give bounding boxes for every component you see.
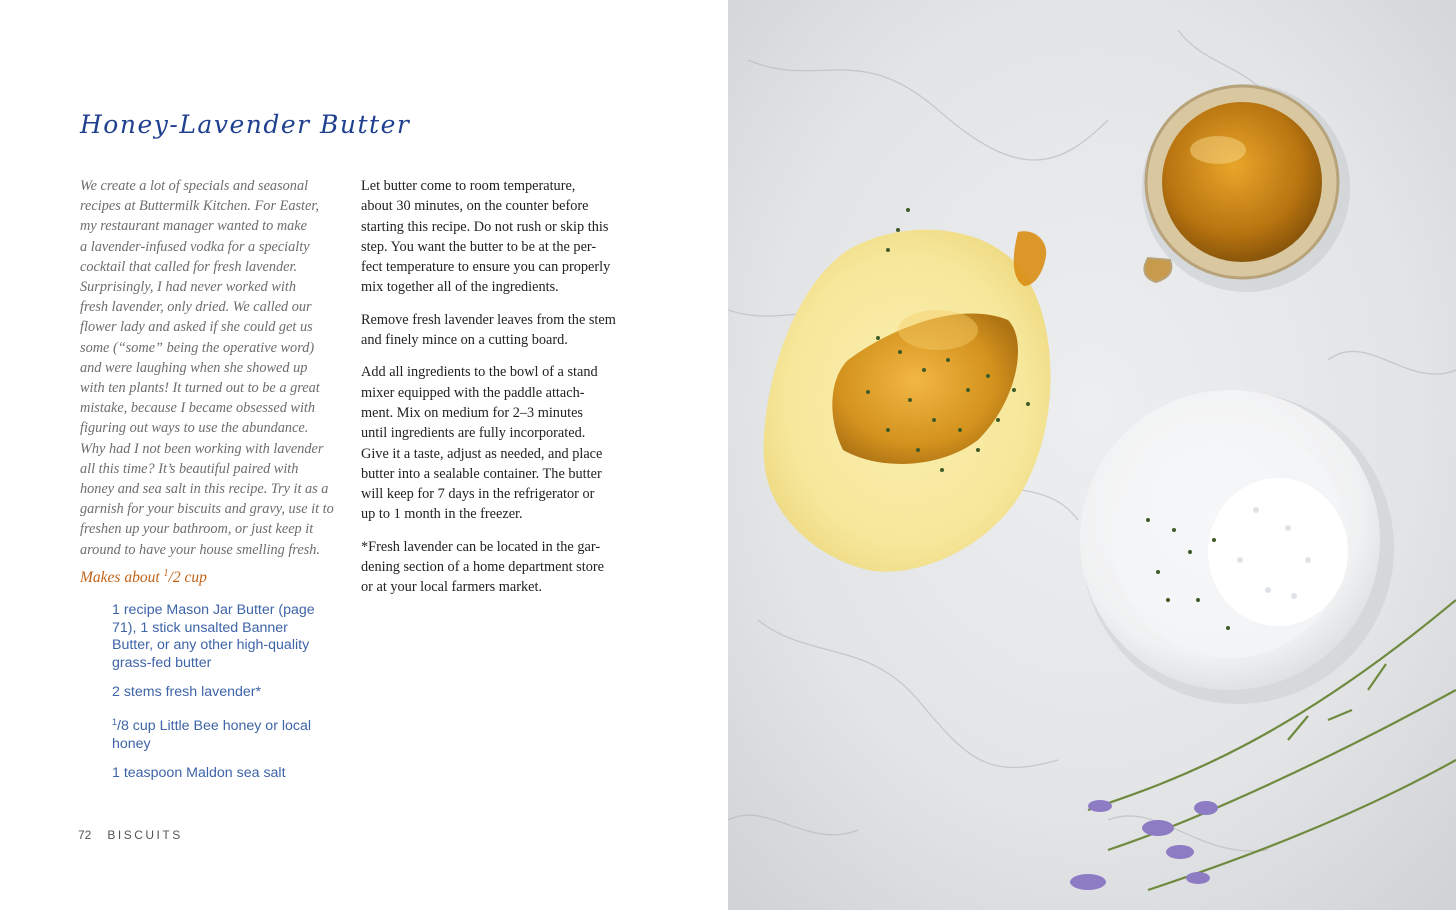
intro-line: cocktail that called for fresh lavender. [80,258,298,275]
intro-line: some (“some” being the operative word) [80,339,315,356]
ingredient-line: 1 teaspoon Maldon sea salt [112,765,286,782]
ingredient-list [112,602,352,795]
intro-line: Surprisingly, I had never worked with [80,279,297,296]
page-number: 72 [78,828,92,842]
method-line: will keep for 7 days in the refrigerator or [361,486,595,503]
intro-line: mistake, because I became obsessed with [80,400,316,417]
intro-line: recipes at Buttermilk Kitchen. For Easter, [80,198,319,215]
ingredient-line [112,714,352,736]
method-line: ment. Mix on medium for 2–3 minutes [361,404,583,421]
intro-line: figuring out ways to use the abundance. [80,420,309,437]
recipe-photo [728,0,1456,910]
method-line: or at your local farmers market. [361,579,543,596]
method-paragraph [361,537,631,598]
intro-line: flower lady and asked if she could get us [80,319,313,336]
ingredient-line: 71), 1 stick unsalted Banner [112,619,288,636]
salt-bowl [1080,390,1394,704]
ingredient-line: honey [112,735,151,752]
ingredient-item [112,602,352,672]
intro-line: Why had I not been working with lavender [80,440,324,457]
ingredient-line: Butter, or any other high-quality [112,637,310,654]
ingredient-item [112,684,352,702]
ingredient-item [112,765,352,783]
method-paragraph [361,176,631,298]
method-line: about 30 minutes, on the counter before [361,198,589,215]
yield-prefix: Makes about [80,569,164,586]
intro-line: my restaurant manager wanted to make [80,218,307,235]
method-line: Add all ingredients to the bowl of a stand [361,364,598,381]
method-line: fect temperature to ensure you can properly [361,259,611,276]
method-line: dening section of a home department store [361,559,604,576]
ingredient-line: grass-fed butter [112,654,212,671]
intro-line: all this time? It’s beautiful paired with [80,460,299,477]
method-line: Give it a taste, adjust as needed, and place [361,445,603,462]
ingredient-line: 1 recipe Mason Jar Butter (page [112,602,315,618]
ingredient-line: 2 stems fresh lavender* [112,684,262,701]
intro-line: honey and sea salt in this recipe. Try it as a [80,481,329,498]
method-line: and finely mince on a cutting board. [361,332,568,349]
intro-line: fresh lavender, only dried. We called our [80,299,312,316]
intro-line: and were laughing when she showed up [80,359,308,376]
recipe-intro [80,176,350,560]
method-line: butter into a sealable container. The butter [361,465,602,482]
page-footer [78,828,183,842]
right-page [728,0,1456,910]
intro-line: freshen up your bathroom, or just keep it [80,521,314,538]
recipe-title: Honey-Lavender Butter [80,110,411,139]
recipe-method [361,176,631,610]
method-line: until ingredients are fully incorporated. [361,425,586,442]
honey-jar [1142,84,1350,292]
section-name: BISCUITS [107,828,183,842]
method-line: mix together all of the ingredients. [361,279,559,296]
intro-line: We create a lot of specials and seasonal [80,178,309,194]
recipe-yield [80,568,207,587]
method-line: Let butter come to room temperature, [361,178,576,194]
method-paragraph [361,362,631,524]
intro-line: around to have your house smelling fresh. [80,541,320,558]
intro-line: garnish for your biscuits and gravy, use it to [80,501,334,518]
intro-line: with ten plants! It turned out to be a great [80,380,320,397]
method-line: starting this recipe. Do not rush or skip this [361,218,609,235]
method-line: step. You want the butter to be at the per- [361,238,597,255]
intro-line: a lavender-infused vodka for a specialty [80,238,310,255]
ingredient-fraction-numerator: 1 [112,716,118,727]
yield-amount: /2 cup [168,569,207,586]
ingredient-item [112,714,352,753]
method-line: mixer equipped with the paddle attach- [361,384,585,401]
ingredient-text: /8 cup Little Bee honey or local [117,717,312,734]
method-line: *Fresh lavender can be located in the gar- [361,538,601,555]
method-line: Remove fresh lavender leaves from the stem [361,311,616,328]
yield-numerator: 1 [163,568,169,579]
method-line: up to 1 month in the freezer. [361,506,523,523]
method-paragraph [361,310,631,351]
